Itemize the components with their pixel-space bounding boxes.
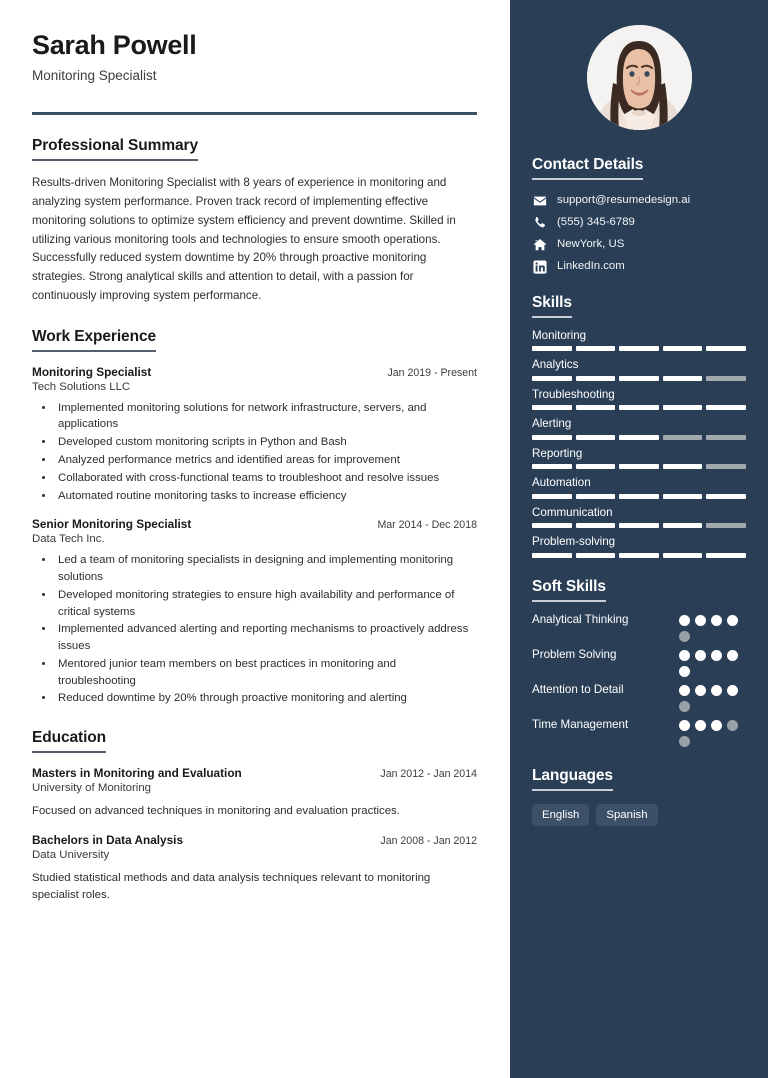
- rating-dot: [679, 631, 690, 642]
- skill-segment: [706, 523, 746, 528]
- entry-bullet: • Collaborated with cross-functional teams to troubleshoot and resolve issues: [55, 470, 477, 487]
- soft-skill-list: [532, 613, 746, 747]
- rating-dot: [727, 685, 738, 696]
- linkedin-icon: [532, 259, 547, 274]
- skill-segment: [706, 435, 746, 440]
- skill-segment: [576, 464, 616, 469]
- skill-name: Problem-solving: [532, 535, 616, 549]
- entry-bullet: • Developed monitoring strategies to ensure high availability and performance of critical systems: [55, 587, 477, 621]
- entry-title: Monitoring Specialist: [32, 364, 152, 379]
- skill-segment: [576, 494, 616, 499]
- entry-bullet: • Implemented monitoring solutions for network infrastructure, servers, and applications: [55, 400, 477, 434]
- section-work-experience: [32, 328, 477, 707]
- skill-segment: [532, 435, 572, 440]
- skill-segment: [532, 346, 572, 351]
- skill-segment: [532, 553, 572, 558]
- skill-level-bar: [532, 523, 746, 528]
- skill-level-bar: [532, 405, 746, 410]
- rating-dot: [695, 650, 706, 661]
- skill-row: [532, 329, 746, 351]
- home-icon: [532, 237, 547, 252]
- education-entry: [32, 766, 477, 820]
- skill-segment: [663, 553, 703, 558]
- contact-list: [532, 193, 746, 274]
- skill-segment: [532, 405, 572, 410]
- contact-row[interactable]: [532, 237, 746, 252]
- soft-skill-row: [532, 683, 746, 712]
- contact-value: NewYork, US: [557, 237, 625, 250]
- header-divider: [32, 112, 477, 115]
- skill-name: Automation: [532, 476, 591, 490]
- skill-level-bar: [532, 376, 746, 381]
- envelope-icon: [532, 193, 547, 208]
- skill-list: [532, 329, 746, 558]
- entry-header: [32, 517, 477, 531]
- entry-bullet: • Developed custom monitoring scripts in Python and Bash: [55, 434, 477, 451]
- header: [32, 30, 477, 84]
- avatar: [587, 25, 692, 130]
- skill-level-bar: [532, 346, 746, 351]
- entry-title: Bachelors in Data Analysis: [32, 833, 184, 848]
- language-tag: Spanish: [596, 804, 657, 826]
- soft-skill-rating: [679, 683, 746, 712]
- soft-skill-row: [532, 718, 746, 747]
- section-title-skills: Skills: [532, 294, 572, 318]
- rating-dot: [679, 701, 690, 712]
- skill-segment: [532, 376, 572, 381]
- rating-dot: [679, 650, 690, 661]
- skill-segment: [619, 523, 659, 528]
- rating-dot: [679, 685, 690, 696]
- entry-bullet: • Led a team of monitoring specialists in designing and implementing monitoring solutions: [55, 552, 477, 586]
- rating-dot: [695, 720, 706, 731]
- skill-segment: [532, 494, 572, 499]
- entry-bullet: • Automated routine monitoring tasks to increase efficiency: [55, 488, 477, 505]
- rating-dot: [679, 615, 690, 626]
- skill-name: Alerting: [532, 417, 572, 431]
- education-entry-list: [32, 766, 477, 904]
- section-title-languages: Languages: [532, 767, 613, 791]
- skill-level-bar: [532, 553, 746, 558]
- language-list: [532, 804, 746, 826]
- skill-segment: [576, 523, 616, 528]
- work-entry-list: [32, 365, 477, 707]
- contact-row[interactable]: [532, 259, 746, 274]
- entry-date: Jan 2008 - Jan 2012: [380, 835, 477, 848]
- skill-segment: [532, 523, 572, 528]
- entry-bullet: • Implemented advanced alerting and reporting mechanisms to proactively address issues: [55, 621, 477, 655]
- language-tag: English: [532, 804, 589, 826]
- section-title-work: Work Experience: [32, 328, 156, 352]
- section-skills: [532, 294, 746, 558]
- skill-segment: [706, 346, 746, 351]
- skill-level-bar: [532, 435, 746, 440]
- skill-segment: [619, 435, 659, 440]
- skill-segment: [576, 346, 616, 351]
- contact-value: (555) 345-6789: [557, 215, 635, 228]
- rating-dot: [695, 615, 706, 626]
- skill-segment: [706, 464, 746, 469]
- rating-dot: [679, 720, 690, 731]
- section-title-soft-skills: Soft Skills: [532, 578, 606, 602]
- entry-date: Jan 2012 - Jan 2014: [380, 768, 477, 781]
- work-entry: [32, 365, 477, 505]
- skill-segment: [619, 405, 659, 410]
- skill-name: Monitoring: [532, 329, 587, 342]
- section-soft-skills: [532, 578, 746, 747]
- section-title-contact: Contact Details: [532, 156, 643, 180]
- section-languages: [532, 767, 746, 826]
- skill-segment: [663, 435, 703, 440]
- skill-name: Troubleshooting: [532, 387, 615, 401]
- entry-title: Senior Monitoring Specialist: [32, 517, 192, 532]
- section-contact-details: [532, 156, 746, 274]
- skill-name: Communication: [532, 505, 613, 519]
- skill-row: [532, 417, 746, 439]
- skill-row: [532, 358, 746, 380]
- skill-segment: [663, 494, 703, 499]
- skill-segment: [576, 435, 616, 440]
- entry-header: [32, 766, 477, 780]
- education-entry: [32, 833, 477, 904]
- skill-level-bar: [532, 494, 746, 499]
- section-title-education: Education: [32, 729, 106, 753]
- skill-segment: [576, 553, 616, 558]
- skill-segment: [663, 405, 703, 410]
- skill-segment: [663, 464, 703, 469]
- rating-dot: [711, 650, 722, 661]
- entry-title: Masters in Monitoring and Evaluation: [32, 766, 242, 781]
- skill-segment: [532, 464, 572, 469]
- entry-bullet-list: [32, 400, 477, 505]
- entry-bullet: • Analyzed performance metrics and identified areas for improvement: [55, 452, 477, 469]
- skill-row: [532, 447, 746, 469]
- contact-row[interactable]: [532, 193, 746, 208]
- entry-header: [32, 365, 477, 379]
- entry-description: Focused on advanced techniques in monitoring and evaluation practices.: [32, 805, 400, 818]
- skill-segment: [619, 553, 659, 558]
- skill-segment: [663, 376, 703, 381]
- skill-row: [532, 506, 746, 528]
- skill-segment: [619, 494, 659, 499]
- entry-bullet: • Mentored junior team members on best practices in monitoring and troubleshooting: [55, 656, 477, 690]
- skill-segment: [706, 494, 746, 499]
- soft-skill-rating: [679, 718, 746, 747]
- entry-date: Jan 2019 - Present: [387, 366, 477, 379]
- rating-dot: [711, 685, 722, 696]
- soft-skill-name: Time Management: [532, 717, 629, 731]
- skill-segment: [576, 405, 616, 410]
- entry-date: Mar 2014 - Dec 2018: [377, 519, 477, 532]
- rating-dot: [727, 720, 738, 731]
- rating-dot: [695, 685, 706, 696]
- skill-segment: [706, 405, 746, 410]
- soft-skill-name: Problem Solving: [532, 647, 617, 661]
- section-title-summary: Professional Summary: [32, 137, 198, 161]
- soft-skill-row: [532, 613, 746, 642]
- page-title: Sarah Powell: [32, 30, 197, 60]
- contact-row[interactable]: [532, 215, 746, 230]
- section-education: [32, 729, 477, 904]
- skill-row: [532, 476, 746, 498]
- entry-school: Data University: [32, 849, 110, 862]
- skill-segment: [619, 346, 659, 351]
- entry-school: University of Monitoring: [32, 782, 152, 795]
- soft-skill-rating: [679, 648, 746, 677]
- entry-company: Data Tech Inc.: [32, 533, 105, 546]
- entry-company: Tech Solutions LLC: [32, 380, 131, 393]
- skill-row: [532, 535, 746, 557]
- skill-segment: [576, 376, 616, 381]
- skill-segment: [663, 346, 703, 351]
- summary-text: Results-driven Monitoring Specialist with 8 years of experience in monitoring and analyzing system performance. Proven track record of implementing effective monitoring solutions to optimize system efficiency and prevent downtime. Skilled in utilizing various monitoring tools and technologies to ensure smooth operations. Successfully reduced system downtime by 20% through proactive monitoring strategies. Strong analytical skills and attention to detail, with a passion for continuously improving system performance.: [32, 176, 456, 302]
- entry-header: [32, 833, 477, 847]
- job-role: Monitoring Specialist: [32, 68, 157, 84]
- soft-skill-name: Analytical Thinking: [532, 612, 629, 626]
- rating-dot: [711, 615, 722, 626]
- rating-dot: [727, 615, 738, 626]
- rating-dot: [679, 736, 690, 747]
- skill-segment: [619, 464, 659, 469]
- soft-skill-rating: [679, 613, 746, 642]
- skill-name: Analytics: [532, 358, 579, 372]
- soft-skill-row: [532, 648, 746, 677]
- avatar-wrapper: [532, 25, 746, 130]
- skill-segment: [706, 376, 746, 381]
- sidebar: [510, 0, 768, 1078]
- rating-dot: [727, 650, 738, 661]
- skill-level-bar: [532, 464, 746, 469]
- entry-bullet-list: [32, 552, 477, 707]
- skill-name: Reporting: [532, 446, 583, 460]
- contact-value: support@resumedesign.ai: [557, 193, 691, 206]
- skill-row: [532, 388, 746, 410]
- skill-segment: [706, 553, 746, 558]
- section-professional-summary: [32, 137, 477, 305]
- skill-segment: [663, 523, 703, 528]
- rating-dot: [679, 666, 690, 677]
- skill-segment: [619, 376, 659, 381]
- phone-icon: [532, 215, 547, 230]
- contact-value: LinkedIn.com: [557, 259, 625, 272]
- entry-description: Studied statistical methods and data analysis techniques relevant to monitoring specialist roles.: [32, 872, 431, 902]
- soft-skill-name: Attention to Detail: [532, 682, 624, 696]
- entry-bullet: • Reduced downtime by 20% through proactive monitoring and alerting: [55, 690, 477, 707]
- work-entry: [32, 517, 477, 707]
- rating-dot: [711, 720, 722, 731]
